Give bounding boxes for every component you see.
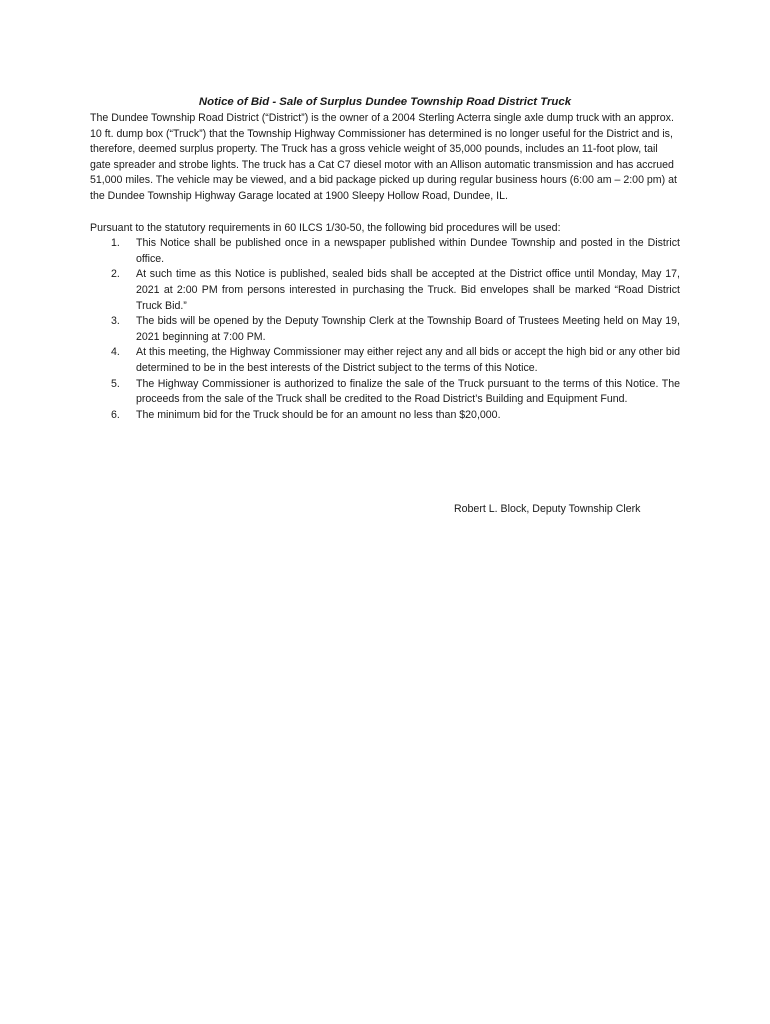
procedure-item xyxy=(90,408,680,424)
procedure-text: At this meeting, the Highway Commissioner may either reject any and all bids or accept the high bid or any other bid determined to be in the best interests of the District subject to the terms of this Notice. xyxy=(136,346,680,374)
procedures-lead: Pursuant to the statutory requirements in 60 ILCS 1/30-50, the following bid procedures will be used: xyxy=(90,221,561,234)
signature-line: Robert L. Block, Deputy Township Clerk xyxy=(454,503,641,515)
procedure-item xyxy=(90,314,680,345)
procedure-number: 1. xyxy=(111,237,120,250)
procedure-text: The Highway Commissioner is authorized to finalize the sale of the Truck pursuant to the terms of this Notice. The proceeds from the sale of the Truck shall be credited to the Road District’s Building and Equipment Fund. xyxy=(136,377,680,406)
procedure-item xyxy=(90,267,680,314)
procedure-text: The bids will be opened by the Deputy Township Clerk at the Township Board of Trustees Meeting held on May 19, 2021 beginning at 7:00 PM. xyxy=(136,315,680,343)
procedure-number: 2. xyxy=(111,268,120,281)
procedure-item xyxy=(90,377,680,408)
procedure-item xyxy=(90,345,680,376)
procedure-number: 4. xyxy=(111,346,120,359)
procedures-list xyxy=(90,236,680,423)
procedure-number: 5. xyxy=(111,377,120,390)
notice-body xyxy=(90,94,680,423)
procedure-text: This Notice shall be published once in a newspaper published within Dundee Township and posted in the District office. xyxy=(136,237,680,265)
procedure-item xyxy=(90,236,680,267)
intro-paragraph: The Dundee Township Road District (“District”) is the owner of a 2004 Sterling Acterra single axle dump truck with an approx. 10 ft. dump box (“Truck”) that the Township Highway Commissioner has determined is no longer useful for the District and is, therefore, deemed surplus property. The Truck has a gross vehicle weight of 35,000 pounds, includes an 11-foot plow, tail gate spreader and strobe lights. The truck has a Cat C7 diesel motor with an Allison automatic transmission and has accrued 51,000 miles. The vehicle may be viewed, and a bid package picked up during regular business hours (6:00 am – 2:00 pm) at the Dundee Township Highway Garage located at 1900 Sleepy Hollow Road, Dundee, IL. xyxy=(90,112,677,202)
procedure-text: The minimum bid for the Truck should be for an amount no less than $20,000. xyxy=(136,408,501,421)
procedure-text: At such time as this Notice is published, sealed bids shall be accepted at the District office until Monday, May 17, 2021 at 2:00 PM from persons interested in purchasing the Truck. Bid envelopes shall be marked “Road District Truck Bid.” xyxy=(136,268,680,312)
procedure-number: 3. xyxy=(111,315,120,328)
notice-title: Notice of Bid - Sale of Surplus Dundee Township Road District Truck xyxy=(198,96,572,108)
procedure-number: 6. xyxy=(111,408,120,421)
